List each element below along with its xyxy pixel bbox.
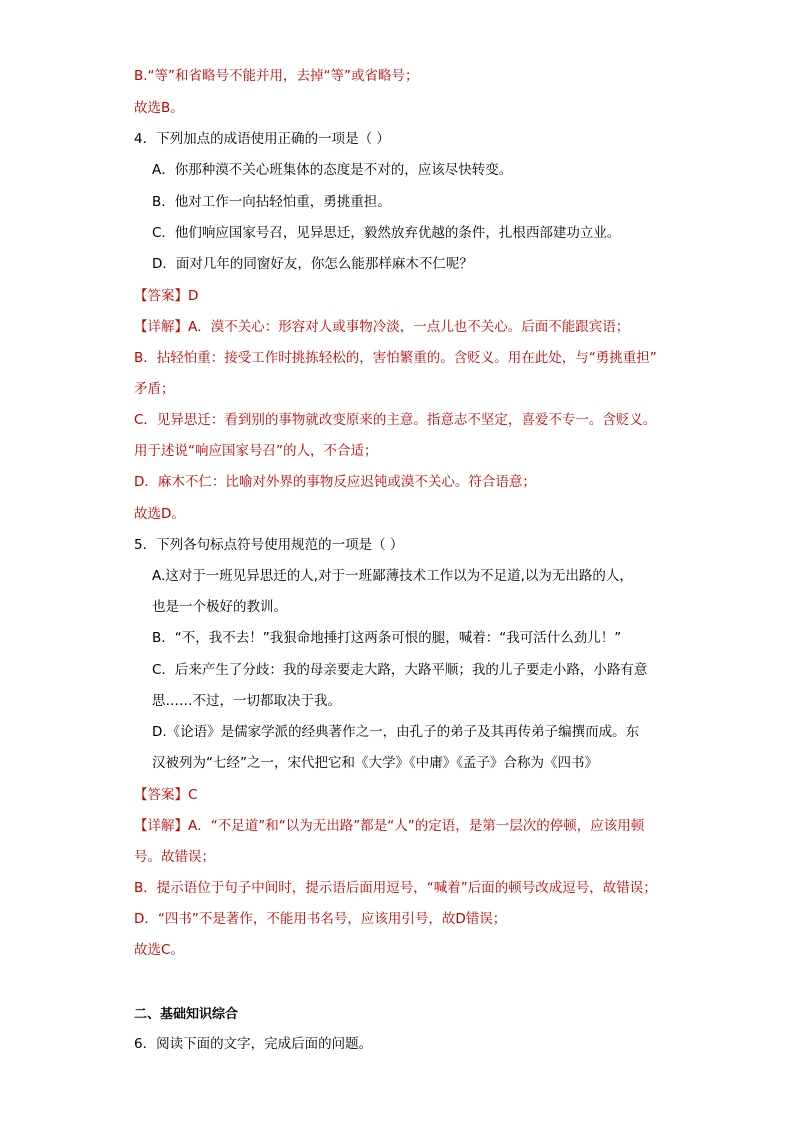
option-a: A.这对于一班见异思迁的人,对于一班鄙薄技术工作以为不足道,以为无出路的人， [152,568,633,584]
option-d: D．面对几年的同窗好友，你怎么能那样麻木不仁呢？ [152,256,473,272]
explanation-line: C．见异思迁：看到别的事物就改变原来的主意。指意志不坚定，喜爱不专一。含贬义。 [134,412,657,428]
explanation-line: 矛盾； [134,381,175,397]
explanation-line: D．“四书”不是著作，不能用书名号，应该用引号，故D错误； [134,911,507,927]
text-line: 故选C。 [134,942,184,958]
explanation-line: 【详解】A．漠不关心：形容对人或事物冷淡，一点儿也不关心。后面不能跟宾语； [134,319,630,335]
answer-label: 【答案】D [134,288,199,304]
question-5-stem: 5．下列各句标点符号使用规范的一项是（ ） [134,537,404,553]
explanation-line: 用于述说“响应国家号召”的人，不合适； [134,443,378,459]
option-c: C．他们响应国家号召，见异思迁，毅然放弃优越的条件，扎根西部建功立业。 [152,225,621,241]
text-line: 故选D。 [134,506,185,522]
text-line: B.“等”和省略号不能并用，去掉“等”或省略号； [134,68,419,84]
explanation-line: 号。故错误； [134,849,215,865]
option-b: B．“不，我不去！”我狠命地捶打这两条可恨的腿，喊着：“我可活什么劲儿！” [152,630,622,646]
text-line: 故选B。 [134,100,184,116]
option-a: A．你那种漠不关心班集体的态度是不对的，应该尽快转变。 [152,162,513,178]
explanation-line: B．提示语位于句子中间时，提示语后面用逗号，“喊着”后面的顿号改成逗号，故错误； [134,880,657,896]
explanation-line: B．拈轻怕重：接受工作时挑拣轻松的，害怕繁重的。含贬义。用在此处，与“勇挑重担” [134,350,657,366]
question-4-stem: 4．下列加点的成语使用正确的一项是（ ） [134,131,390,147]
answer-label: 【答案】C [134,787,198,803]
option-d: D.《论语》是儒家学派的经典著作之一，由孔子的弟子及其再传弟子编撰而成。东 [152,724,640,740]
explanation-line: D．麻木不仁：比喻对外界的事物反应迟钝或漠不关心。符合语意； [134,474,536,490]
option-c-cont: 思……不过，一切都取决于我。 [152,693,341,709]
option-b: B．他对工作一向拈轻怕重，勇挑重担。 [152,194,391,210]
section-heading: 二、基础知识综合 [134,1007,239,1022]
question-6-stem: 6．阅读下面的文字，完成后面的问题。 [134,1036,373,1052]
explanation-line: 【详解】A．“不足道”和“以为无出路”都是“人”的定语，是第一层次的停顿，应该用顿 [134,818,645,834]
option-c: C．后来产生了分歧：我的母亲要走大路，大路平顺；我的儿子要走小路，小路有意 [152,662,648,678]
option-a-cont: 也是一个极好的教训。 [152,599,287,615]
option-d-cont: 汉被列为“七经”之一，宋代把它和《大学》《中庸》《孟子》合称为《四书》 [152,755,598,771]
